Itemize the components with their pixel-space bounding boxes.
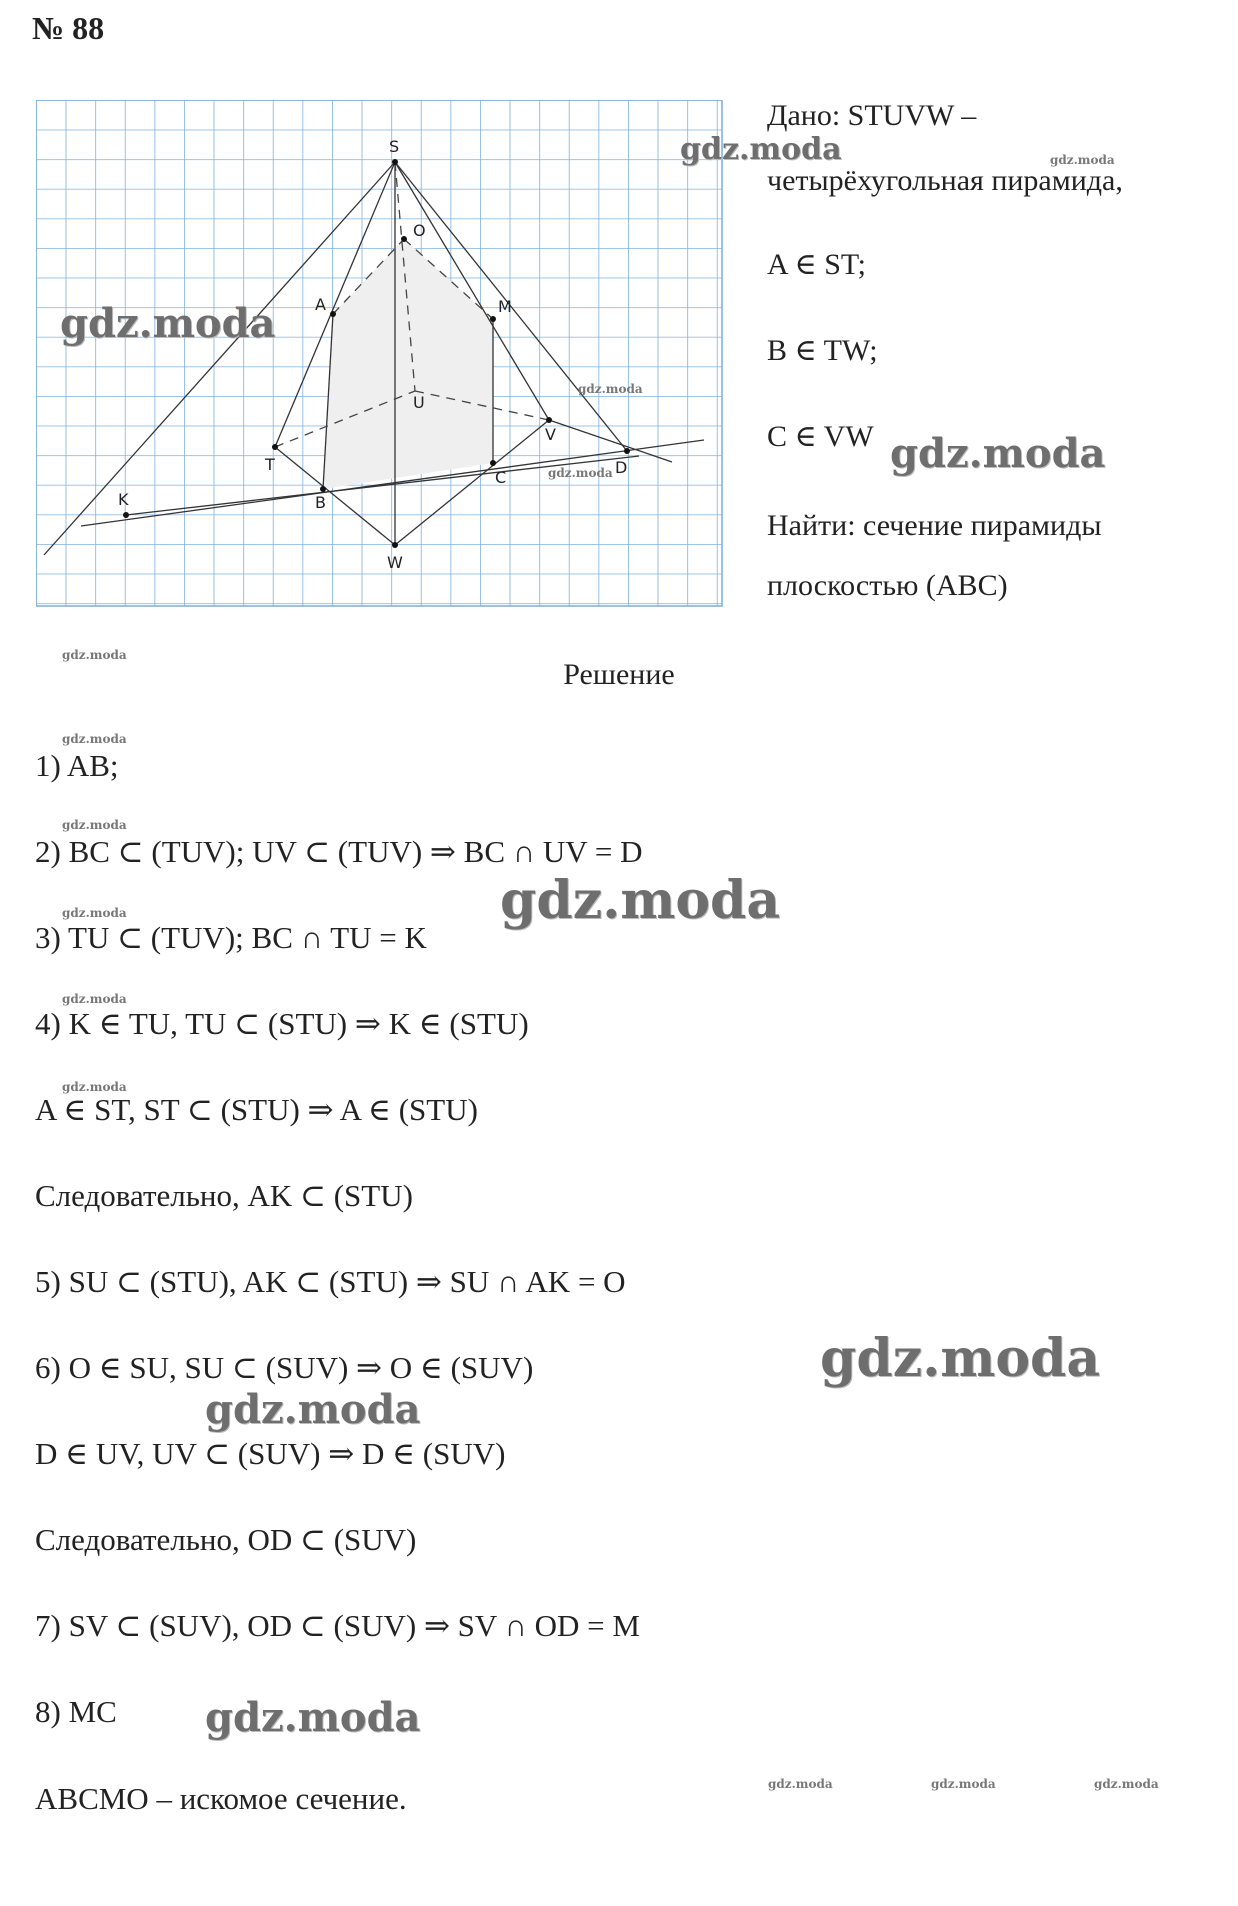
watermark-small: gdz.moda bbox=[62, 648, 127, 662]
solution-step-6b: D ∈ UV, UV ⊂ (SUV) ⇒ D ∈ (SUV) bbox=[35, 1436, 506, 1471]
watermark: gdz.moda bbox=[680, 132, 842, 167]
solution-step-4b: A ∈ ST, ST ⊂ (STU) ⇒ A ∈ (STU) bbox=[35, 1092, 478, 1127]
watermark: gdz.moda bbox=[890, 430, 1106, 477]
problem-number: № 88 bbox=[32, 10, 105, 46]
pyramid-figure bbox=[36, 100, 726, 610]
solution-title: Решение bbox=[563, 658, 675, 691]
point-S bbox=[392, 159, 398, 165]
point-C bbox=[490, 460, 496, 466]
label-U: U bbox=[413, 393, 425, 412]
point-B bbox=[320, 486, 326, 492]
solution-step-5: 5) SU ⊂ (STU), AK ⊂ (STU) ⇒ SU ∩ AK = O bbox=[35, 1264, 626, 1299]
point-K bbox=[123, 512, 129, 518]
watermark-small: gdz.moda bbox=[578, 382, 643, 396]
watermark-small: gdz.moda bbox=[62, 906, 127, 920]
solution-step-2: 2) BC ⊂ (TUV); UV ⊂ (TUV) ⇒ BC ∩ UV = D bbox=[35, 834, 643, 869]
solution-step-1: 1) AB; bbox=[35, 748, 119, 783]
point-V bbox=[546, 417, 552, 423]
label-S: S bbox=[389, 137, 400, 156]
point-A bbox=[330, 311, 336, 317]
label-W: W bbox=[387, 553, 403, 572]
label-O: O bbox=[413, 221, 426, 240]
label-T: T bbox=[265, 455, 275, 474]
watermark: gdz.moda bbox=[205, 1694, 421, 1741]
watermark: gdz.moda bbox=[205, 1386, 421, 1433]
solution-step-8: 8) MC bbox=[35, 1694, 117, 1729]
solution-conclusion-1: Следовательно, AK ⊂ (STU) bbox=[35, 1178, 413, 1213]
solution-step-4: 4) K ∈ TU, TU ⊂ (STU) ⇒ K ∈ (STU) bbox=[35, 1006, 529, 1041]
solution-step-3: 3) TU ⊂ (TUV); BC ∩ TU = K bbox=[35, 920, 427, 955]
label-D: D bbox=[615, 458, 628, 477]
label-B: B bbox=[315, 493, 326, 512]
solution-answer: ABCMO – искомое сечение. bbox=[35, 1781, 407, 1816]
find-line-1: Найти: сечение пирамиды bbox=[767, 509, 1102, 542]
watermark: gdz.moda bbox=[60, 300, 276, 347]
solution-step-7: 7) SV ⊂ (SUV), OD ⊂ (SUV) ⇒ SV ∩ OD = M bbox=[35, 1608, 640, 1643]
label-A: A bbox=[315, 295, 326, 314]
given-line-4: B ∈ TW; bbox=[767, 334, 878, 367]
label-M: M bbox=[498, 297, 512, 316]
watermark-small: gdz.moda bbox=[62, 732, 127, 746]
given-line-5: C ∈ VW bbox=[767, 420, 874, 453]
label-V: V bbox=[545, 425, 556, 444]
point-D bbox=[624, 448, 630, 454]
point-M bbox=[490, 316, 496, 322]
given-line-3: A ∈ ST; bbox=[767, 248, 866, 281]
find-line-2: плоскостью (ABC) bbox=[767, 569, 1008, 602]
watermark-small: gdz.moda bbox=[1094, 1777, 1159, 1791]
solution-step-6: 6) O ∈ SU, SU ⊂ (SUV) ⇒ O ∈ (SUV) bbox=[35, 1350, 534, 1385]
label-K: K bbox=[118, 490, 129, 509]
point-O bbox=[401, 236, 407, 242]
watermark-small: gdz.moda bbox=[62, 992, 127, 1006]
solution-conclusion-2: Следовательно, OD ⊂ (SUV) bbox=[35, 1522, 417, 1557]
watermark-small: gdz.moda bbox=[62, 818, 127, 832]
point-T bbox=[272, 444, 278, 450]
watermark-small: gdz.moda bbox=[931, 1777, 996, 1791]
label-C: C bbox=[495, 468, 507, 487]
watermark-small: gdz.moda bbox=[768, 1777, 833, 1791]
given-line-1: Дано: STUVW – bbox=[767, 99, 977, 132]
point-W bbox=[392, 542, 398, 548]
watermark-small: gdz.moda bbox=[62, 1080, 127, 1094]
watermark-small: gdz.moda bbox=[1050, 153, 1115, 167]
watermark: gdz.moda bbox=[500, 870, 781, 931]
watermark: gdz.moda bbox=[820, 1328, 1101, 1389]
given-line-2: четырёхугольная пирамида, bbox=[767, 164, 1123, 197]
watermark-small: gdz.moda bbox=[548, 466, 613, 480]
